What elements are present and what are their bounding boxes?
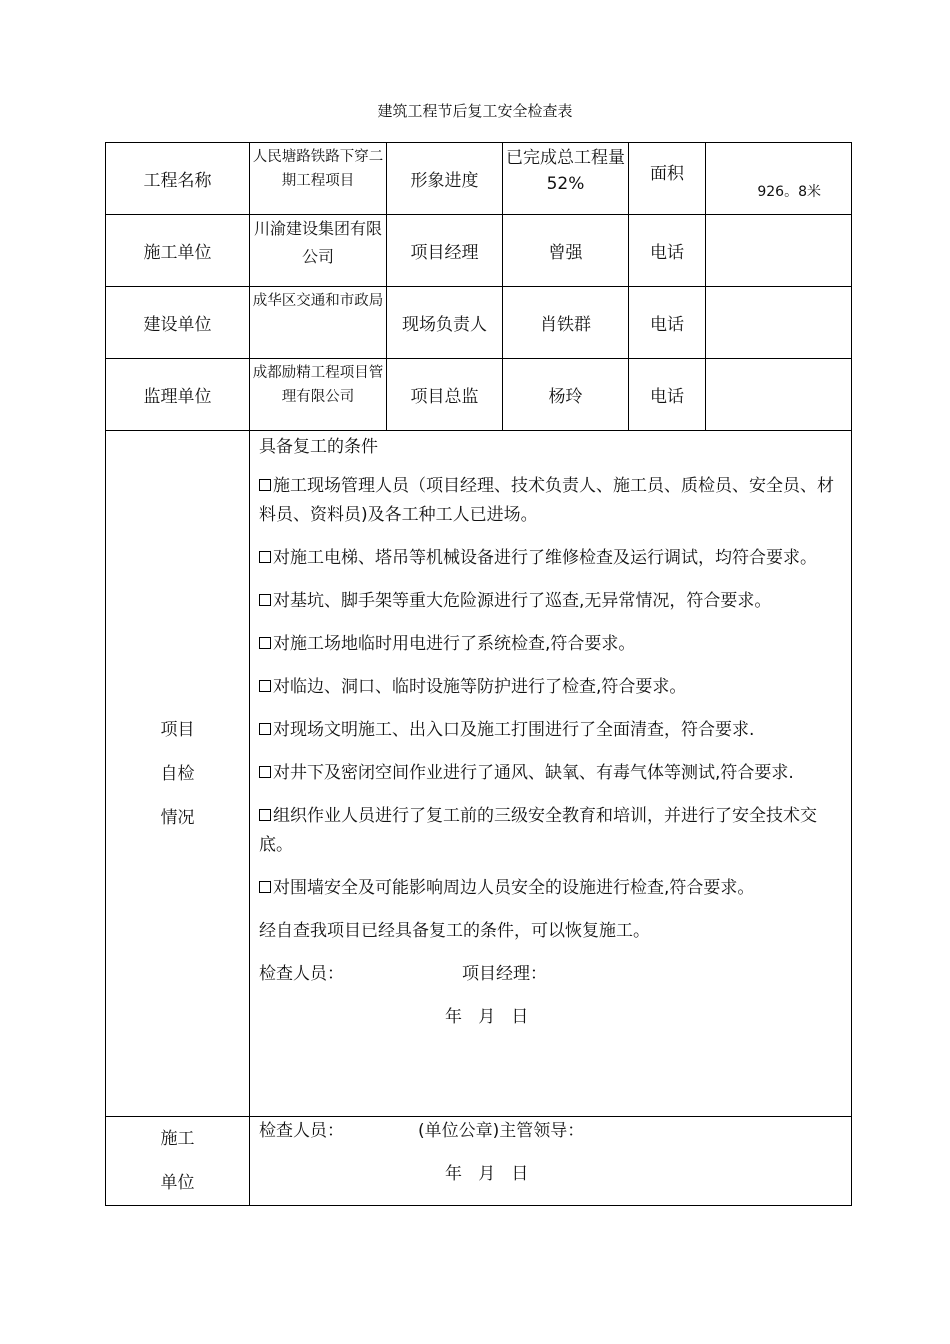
row-developer	[106, 287, 852, 359]
row-project-name	[106, 143, 852, 215]
self-check-label-line-3: 情况	[160, 807, 195, 828]
manager-label: 项目经理：	[462, 964, 547, 984]
construction-sign-label-line-1: 施工	[160, 1129, 195, 1149]
area-label: 面积	[629, 143, 706, 215]
project-name-value: 人民塘路铁路下穿二期工程项目	[250, 143, 387, 215]
check-item: 对基坑、脚手架等重大危险源进行了巡查,无异常情况，符合要求。	[259, 587, 843, 616]
self-check-conclusion: 经自查我项目已经具备复工的条件，可以恢复施工。	[259, 921, 650, 941]
phone-value-2	[706, 287, 852, 359]
checkbox-icon[interactable]	[259, 723, 271, 735]
check-item: 对井下及密闭空间作业进行了通风、缺氧、有毒气体等测试,符合要求.	[259, 759, 843, 788]
area-value: 926。8米	[706, 143, 852, 215]
self-check-date: 年 月 日	[445, 1007, 529, 1027]
row-supervisor	[106, 359, 852, 431]
progress-value: 已完成总工程量52%	[503, 143, 629, 215]
chief-supervisor-value: 杨玲	[503, 359, 629, 431]
construction-signatures	[259, 1117, 843, 1146]
checkbox-icon[interactable]	[259, 881, 271, 893]
row-construction-unit	[106, 215, 852, 287]
page-title: 建筑工程节后复工安全检查表	[377, 102, 573, 120]
leader-label: (单位公章)主管领导：	[418, 1121, 585, 1141]
phone-value-3	[706, 359, 852, 431]
developer-value: 成华区交通和市政局	[250, 287, 387, 359]
check-item: 组织作业人员进行了复工前的三级安全教育和培训，并进行了安全技术交底。	[259, 806, 817, 855]
project-name-label: 工程名称	[106, 143, 250, 215]
phone-label-2: 电话	[629, 287, 706, 359]
checkbox-icon[interactable]	[259, 680, 271, 692]
checkbox-icon[interactable]	[259, 479, 271, 491]
checkbox-icon[interactable]	[259, 637, 271, 649]
construction-date: 年 月 日	[445, 1164, 529, 1184]
phone-value-1	[706, 215, 852, 287]
supervisor-label: 监理单位	[106, 359, 250, 431]
check-item: 对临边、洞口、临时设施等防护进行了检查,符合要求。	[259, 673, 843, 702]
self-check-label	[106, 431, 250, 1117]
phone-label-1: 电话	[629, 215, 706, 287]
checkbox-icon[interactable]	[259, 766, 271, 778]
progress-label: 形象进度	[387, 143, 503, 215]
check-item: 施工现场管理人员（项目经理、技术负责人、施工员、质检员、安全员、材料员、资料员)及各工种工人已进场。	[259, 476, 834, 525]
check-item: 对围墙安全及可能影响周边人员安全的设施进行检查,符合要求。	[259, 874, 843, 903]
construction-unit-label: 施工单位	[106, 215, 250, 287]
phone-label-3: 电话	[629, 359, 706, 431]
self-check-content	[250, 431, 852, 1117]
construction-unit-value: 川渝建设集团有限公司	[250, 215, 387, 287]
site-leader-value: 肖铁群	[503, 287, 629, 359]
construction-inspector-label: 检查人员：	[259, 1121, 344, 1141]
construction-sign-label	[106, 1117, 250, 1206]
inspection-table	[105, 142, 852, 1206]
developer-label: 建设单位	[106, 287, 250, 359]
check-item: 对现场文明施工、出入口及施工打围进行了全面清查，符合要求.	[259, 716, 843, 745]
self-check-label-line-2: 自检	[160, 763, 195, 784]
construction-sign-label-line-2: 单位	[160, 1173, 195, 1193]
construction-sign-content	[250, 1117, 852, 1206]
project-manager-value: 曾强	[503, 215, 629, 287]
inspector-label: 检查人员：	[259, 964, 344, 984]
checkbox-icon[interactable]	[259, 809, 271, 821]
supervisor-value: 成都励精工程项目管理有限公司	[250, 359, 387, 431]
project-manager-label: 项目经理	[387, 215, 503, 287]
check-item: 对施工场地临时用电进行了系统检查,符合要求。	[259, 630, 843, 659]
self-check-heading: 具备复工的条件	[259, 437, 378, 457]
checkbox-icon[interactable]	[259, 594, 271, 606]
check-item: 对施工电梯、塔吊等机械设备进行了维修检查及运行调试，均符合要求。	[259, 544, 843, 573]
row-construction-sign	[106, 1117, 852, 1206]
site-leader-label: 现场负责人	[387, 287, 503, 359]
row-self-check	[106, 431, 852, 1117]
checkbox-icon[interactable]	[259, 551, 271, 563]
self-check-label-line-1: 项目	[160, 719, 195, 740]
chief-supervisor-label: 项目总监	[387, 359, 503, 431]
self-check-signatures	[259, 960, 843, 989]
